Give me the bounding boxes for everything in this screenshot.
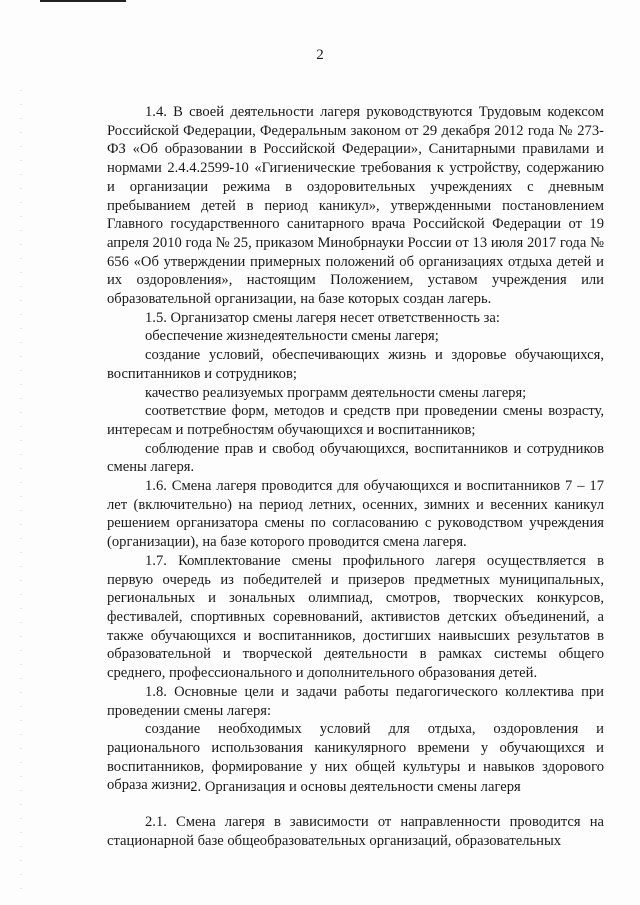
paragraph-1-4: 1.4. В своей деятельности лагеря руководствуются Трудовым кодексом Российской Федерации, Федеральным законом от 29 декабря 2012 года № 273-ФЗ «Об образовании в Российской Федерации», Санитарными правилами и нормами 2.4.4.2599-10 «Гигиенические требования к устройству, содержанию и организации режима в оздоровительных учреждениях с дневным пребыванием детей в период каникул», утвержденными постановлением Главного государственного санитарного врача Российской Федерации от 19 апреля 2010 года № 25, приказом Минобрнауки России от 13 июля 2017 года № 656 «Об утверждении примерных положений об организациях отдыха детей и их оздоровления», настоящим Положением, уставом учреждения или образовательной организации, на базе которых создан лагерь. [107,104,604,308]
list-item: качество реализуемых программ деятельности смены лагеря; [145,384,527,401]
scan-margin-artifact [20,90,22,890]
section-2-heading: 2. Организация и основы деятельности смены лагеря [190,779,521,795]
list-item: создание условий, обеспечивающих жизнь и здоровье обучающихся, воспитанников и сотрудников; [107,347,604,382]
paragraph-1-5: 1.5. Организатор смены лагеря несет ответственность за: [145,309,500,326]
top-rule [40,0,126,2]
paragraph-1-7: 1.7. Комплектование смены профильного лагеря осуществляется в первую очередь из победителей и призеров предметных муниципальных, региональных и зональных олимпиад, смотров, творческих конкурсов, фестивалей, спортивных соревнований, активистов детских объединений, а также обучающихся и воспитанников, достигших наивысших результатов в образовательной и творческой деятельности в рамках системы общего среднего, профессионального и дополнительного образования детей. [107,552,604,682]
list-item: обеспечение жизнедеятельности смены лагеря; [145,328,439,345]
list-item: соответствие форм, методов и средств при проведении смены возрасту, интересам и потребностям обучающихся и воспитанников; [107,403,604,438]
paragraph-2-1: 2.1. Смена лагеря в зависимости от направленности проводится на стационарной базе общеобразовательных организаций, образовательных [107,814,604,849]
list-item: создание необходимых условий для отдыха, оздоровления и рационального использования каникулярного времени у обучающихся и воспитанников, формирование у них общей культуры и навыков здорового образа жизни. [107,721,604,794]
section-2-body [107,813,604,850]
paragraph-1-8: 1.8. Основные цели и задачи работы педагогического коллектива при проведении смены лагеря: [107,683,604,719]
section-1-body [107,103,604,795]
paragraph-1-6: 1.6. Смена лагеря проводится для обучающихся и воспитанников 7 – 17 лет (включительно) на период летних, осенних, зимних и весенних каникул решением организатора смены по согласованию с руководством учреждения (организации), на базе которого проводится смена лагеря. [107,478,604,551]
page-number: 2 [316,47,324,63]
list-item: соблюдение прав и свобод обучающихся, воспитанников и сотрудников смены лагеря. [107,440,604,476]
